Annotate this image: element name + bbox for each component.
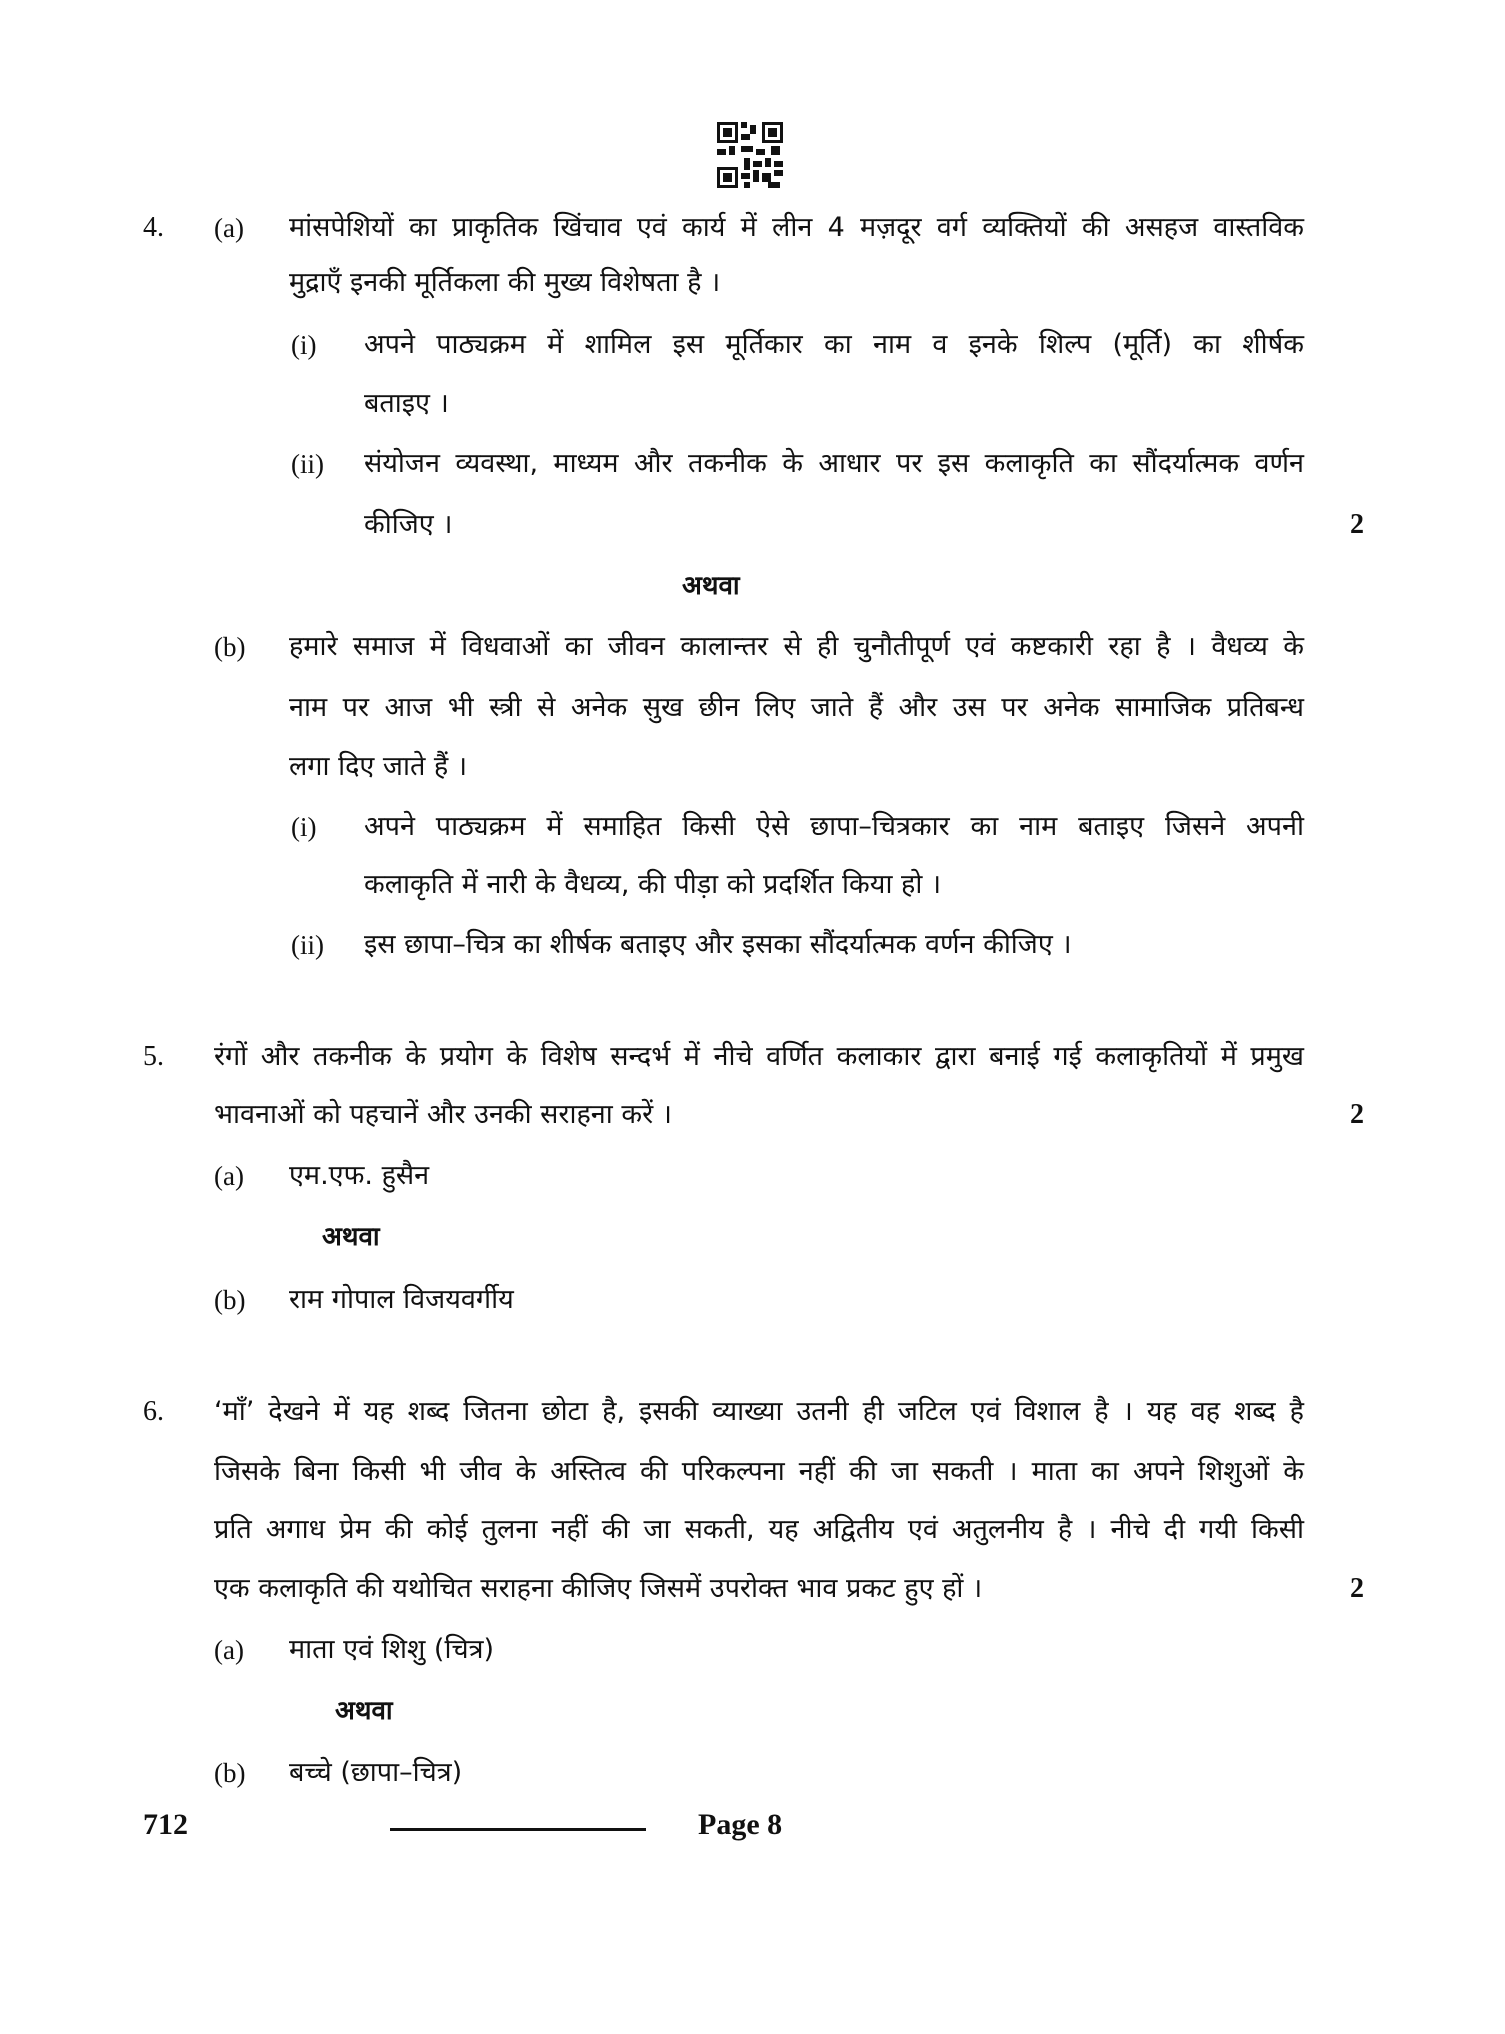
question-text: मुद्राएँ इनकी मूर्तिकला की मुख्य विशेषता है । [289,267,721,298]
option-text: राम गोपाल विजयवर्गीय [289,1284,514,1315]
sub-question-text: कलाकृति में नारी के वैधव्य, की पीड़ा को प्रदर्शित किया हो । [364,869,942,900]
question-text: हमारे समाज में विधवाओं का जीवन कालान्तर से ही चुनौतीपूर्ण एवं कष्टकारी रहा है । वैधव्य के [289,631,1304,662]
or-separator: अथवा [322,1222,380,1252]
question-text: एक कलाकृति की यथोचित सराहना कीजिए जिसमें उपरोक्त भाव प्रकट हुए हों । [214,1573,983,1604]
question-number: 6. [143,1396,164,1427]
question-text: रंगों और तकनीक के प्रयोग के विशेष सन्दर्भ में नीचे वर्णित कलाकार द्वारा बनाई गई कलाकृतियों में प्रमुख [214,1041,1304,1072]
option-text: एम.एफ. हुसैन [289,1160,430,1191]
or-separator: अथवा [335,1696,393,1726]
sub-label: (ii) [291,930,324,960]
marks: 2 [1350,509,1364,540]
option-text: बच्चे (छापा–चित्र) [289,1757,463,1788]
qr-code [717,122,783,188]
question-text: जिसके बिना किसी भी जीव के अस्तित्व की परिकल्पना नहीं की जा सकती । माता का अपने शिशुओं के [214,1456,1304,1487]
sub-label: (i) [291,330,317,360]
sub-question-text: बताइए । [364,388,449,419]
option-label: (a) [214,1635,244,1665]
option-label: (b) [214,1758,246,1788]
question-number: 4. [143,212,164,243]
question-text: प्रति अगाध प्रेम की कोई तुलना नहीं की जा सकती, यह अद्वितीय एवं अतुलनीय है । नीचे दी गयी किसी [214,1514,1304,1545]
sub-question-text: कीजिए । [364,509,453,540]
sub-question-text: अपने पाठ्यक्रम में शामिल इस मूर्तिकार का नाम व इनके शिल्प (मूर्ति) का शीर्षक [364,329,1304,360]
question-text: लगा दिए जाते हैं । [289,751,468,782]
footer-rule [390,1828,646,1831]
option-label: (b) [214,1285,246,1315]
option-text: माता एवं शिशु (चित्र) [289,1634,495,1665]
question-text: मांसपेशियों का प्राकृतिक खिंचाव एवं कार्य में लीन 4 मज़दूर वर्ग व्यक्तियों की असहज वास्तविक [289,212,1304,243]
question-text: ‘माँ’ देखने में यह शब्द जितना छोटा है, इसकी व्याख्या उतनी ही जटिल एवं विशाल है । यह वह शब्द है [214,1396,1304,1427]
sub-question-text: इस छापा–चित्र का शीर्षक बताइए और इसका सौंदर्यात्मक वर्णन कीजिए । [364,929,1072,960]
option-label: (a) [214,213,244,243]
marks: 2 [1350,1099,1364,1130]
question-number: 5. [143,1041,164,1072]
paper-code: 712 [143,1808,188,1841]
sub-label: (ii) [291,449,324,479]
marks: 2 [1350,1573,1364,1604]
question-text: नाम पर आज भी स्त्री से अनेक सुख छीन लिए जाते हैं और उस पर अनेक सामाजिक प्रतिबन्ध [289,692,1304,723]
sub-question-text: अपने पाठ्यक्रम में समाहित किसी ऐसे छापा–चित्रकार का नाम बताइए जिसने अपनी [364,811,1304,842]
option-label: (b) [214,632,246,662]
or-separator: अथवा [682,571,740,601]
option-label: (a) [214,1161,244,1191]
sub-label: (i) [291,812,317,842]
page-number: Page 8 [698,1808,783,1841]
question-text: भावनाओं को पहचानें और उनकी सराहना करें । [214,1099,672,1130]
sub-question-text: संयोजन व्यवस्था, माध्यम और तकनीक के आधार पर इस कलाकृति का सौंदर्यात्मक वर्णन [364,448,1304,479]
